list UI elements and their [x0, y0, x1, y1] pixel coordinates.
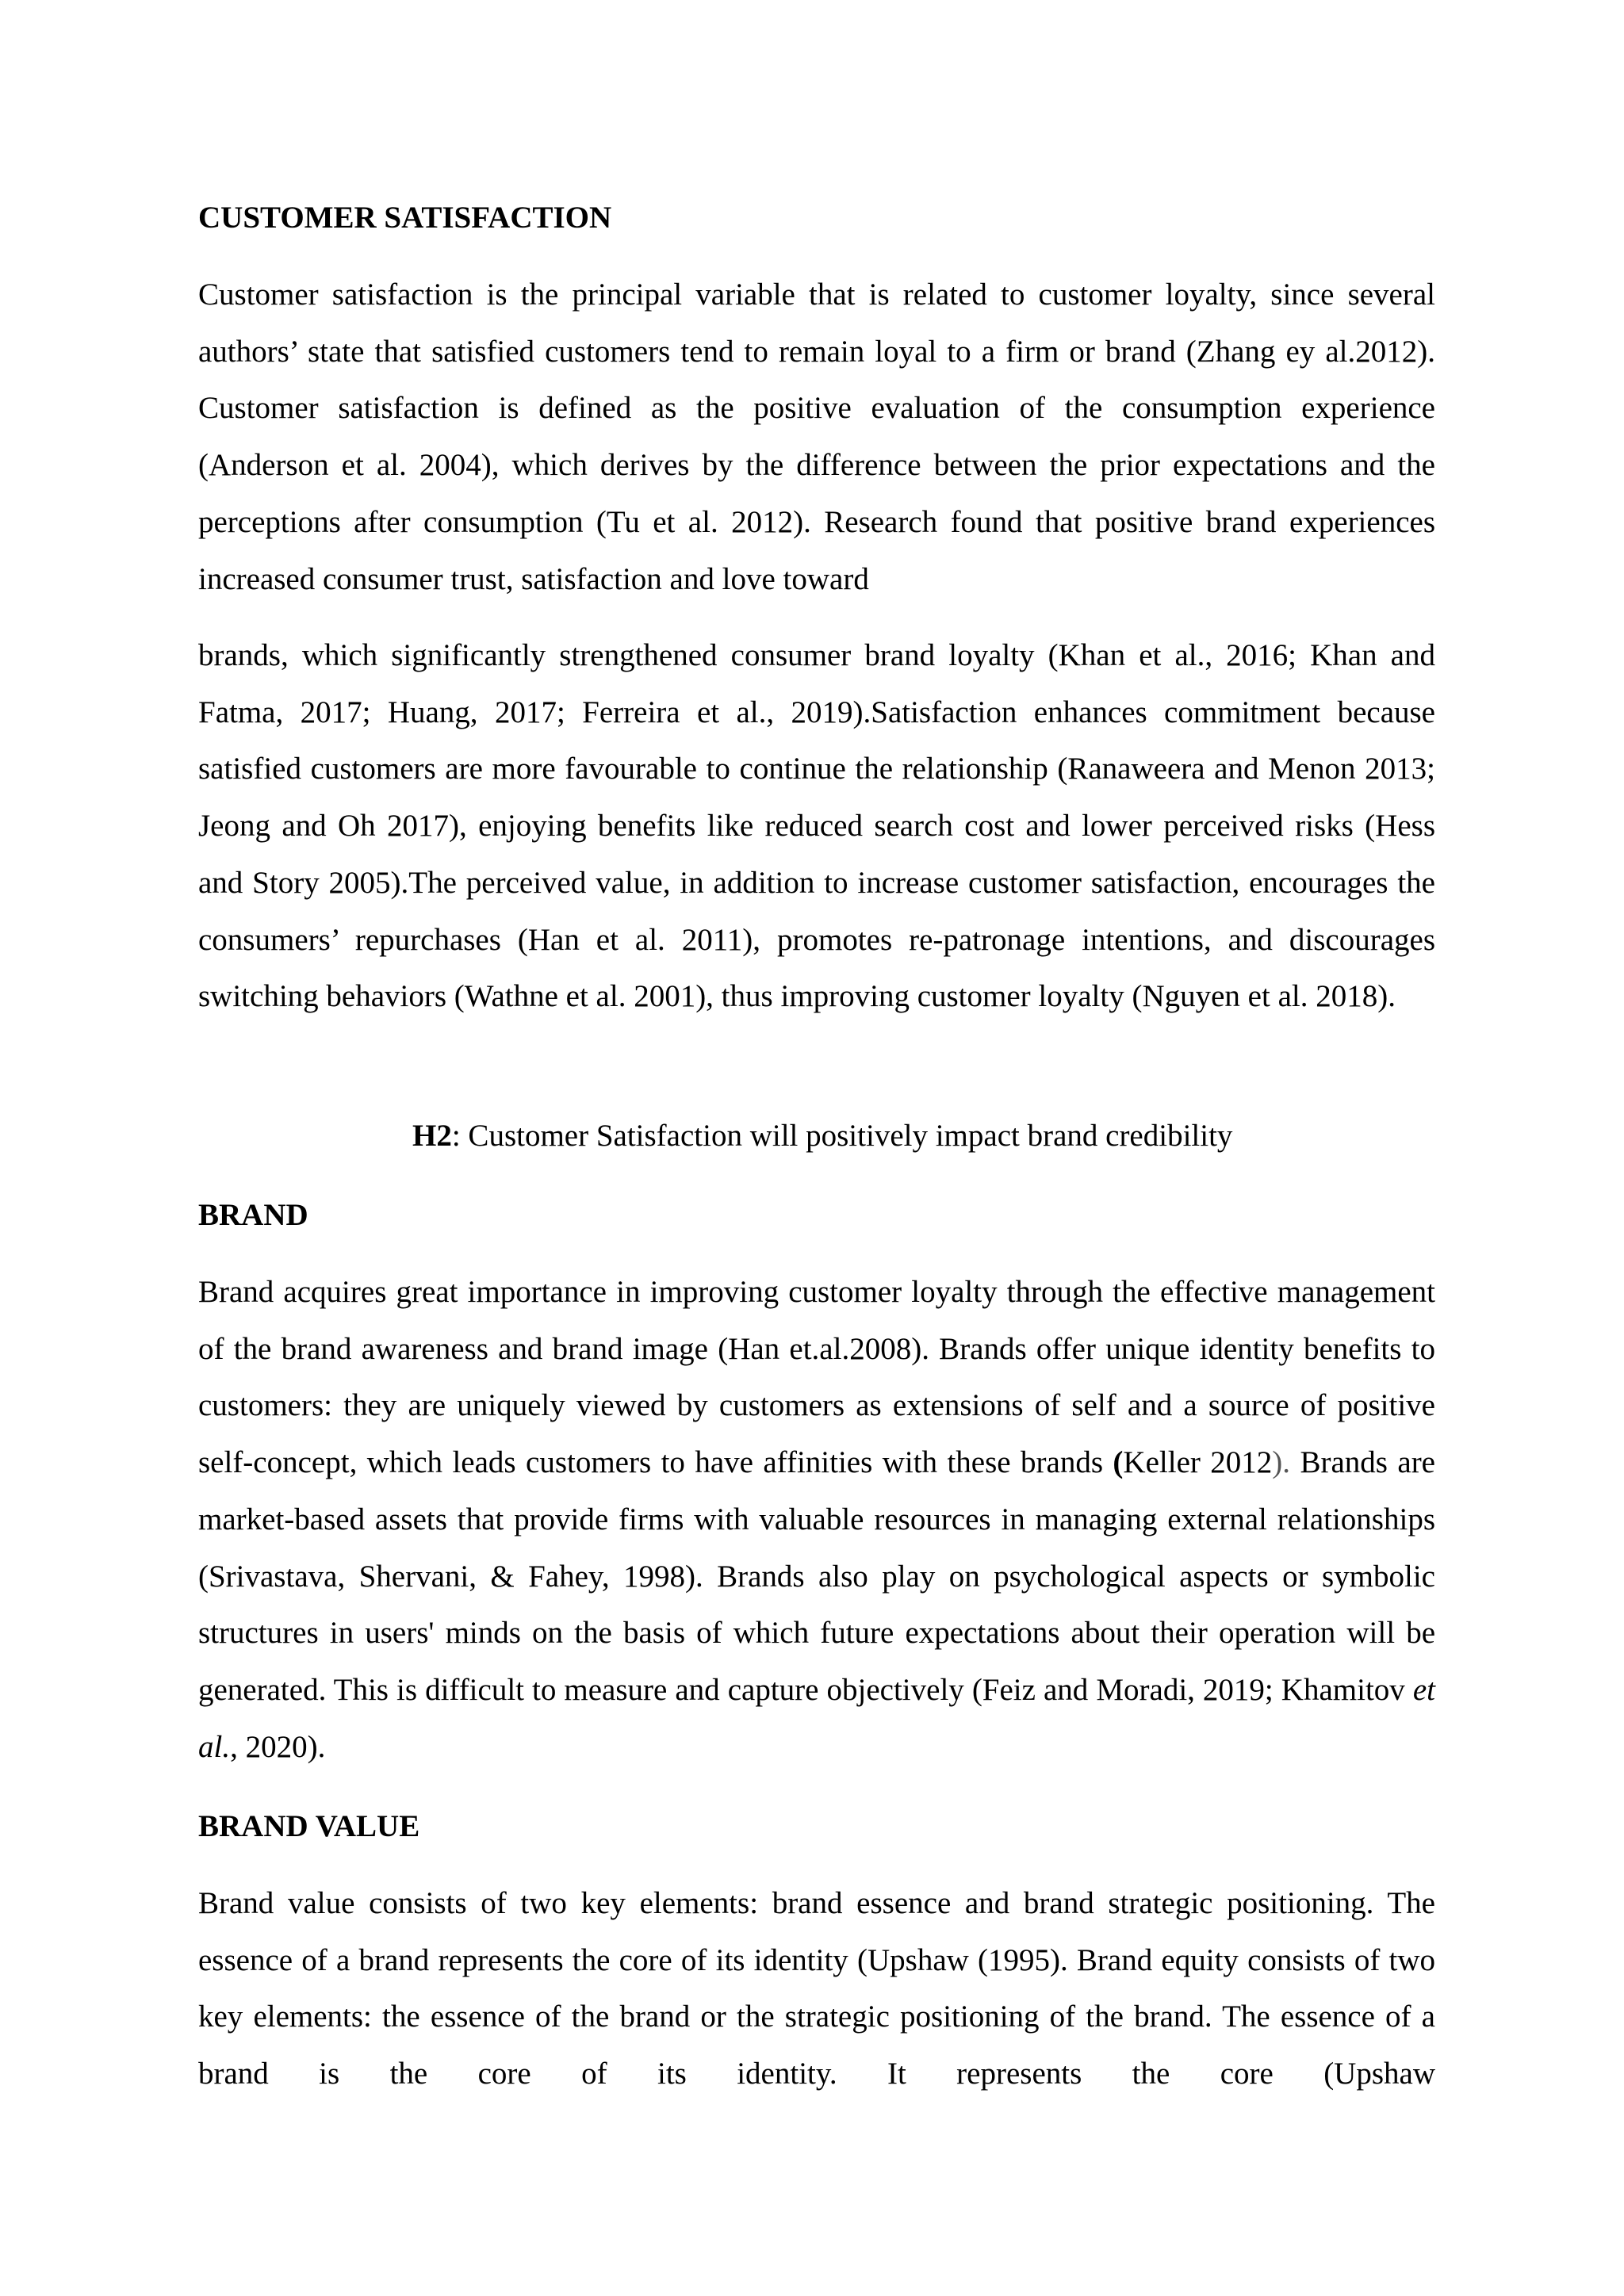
paragraph-customer-satisfaction-2: brands, which significantly strengthened consumer brand loyalty (Khan et al., 2016; Khan and Fatma, 2017; Huang, 2017; Ferreira et al., 2019).Satisfaction enhances commitment because satisfied customers are more favourable to continue the relationship (Ranaweera and Menon 2013; Jeong and Oh 2017), enjoying benefits like reduced search cost and lower perceived risks (Hess and Story 2005).The perceived value, in addition to increase customer satisfaction, encourages the consumers’ repurchases (Han et al. 2011), promotes re-patronage intentions, and discourages switching behaviors (Wathne et al. 2001), thus improving customer loyalty (Nguyen et al. 2018). [198, 638, 1435, 1014]
brand-paren-close: ). [1272, 1445, 1291, 1480]
paragraph-brand [198, 1264, 1435, 1775]
brand-text-a: Brand acquires great importance in improving customer loyalty through the effective management of the brand awareness and brand image (Han et.al.2008). Brands offer unique identity benefits to customers: they are uniquely viewed by customers as extensions of self and a source of positive self-concept, which leads customers to have affinities with these brands [198, 1275, 1435, 1480]
heading-brand: BRAND [198, 1198, 308, 1232]
heading-brand-value: BRAND VALUE [198, 1809, 420, 1843]
hypothesis-label: H2 [412, 1119, 452, 1153]
paragraph-brand-value: Brand value consists of two key elements: brand essence and brand strategic positioning. The essence of a brand represents the core of its identity (Upshaw (1995). Brand equity consists of two key elements: the essence of the brand or the strategic positioning of the brand. The essence of a brand is the core of its identity. It represents the core (Upshaw [198, 1886, 1435, 2091]
brand-et-al: et al. [198, 1672, 1435, 1764]
heading-customer-satisfaction: CUSTOMER SATISFACTION [198, 201, 612, 235]
paragraph-customer-satisfaction-1: Customer satisfaction is the principal variable that is related to customer loyalty, since several authors’ state that satisfied customers tend to remain loyal to a firm or brand (Zhang ey al.2012). Customer satisfaction is defined as the positive evaluation of the consumption experience (Anderson et al. 2004), which derives by the difference between the prior expectations and the perceptions after consumption (Tu et al. 2012). Research found that positive brand experiences increased consumer trust, satisfaction and love toward [198, 277, 1435, 596]
hypothesis-h2 [412, 1116, 1232, 1156]
hypothesis-text: : Customer Satisfaction will positively impact brand credibility [451, 1119, 1233, 1153]
brand-text-d: , 2020). [230, 1729, 326, 1764]
brand-text-c: Brands are market-based assets that provide firms with valuable resources in managing external relationships (Srivastava, Shervani, & Fahey, 1998). Brands also play on psychological aspects or symbolic structures in users' minds on the basis of which future expectations about their operation will be generated. This is difficult to measure and capture objectively (Feiz and Moradi, 2019; Khamitov [198, 1445, 1435, 1707]
brand-paren-open: ( [1113, 1445, 1124, 1480]
brand-citation-keller: Keller 2012 [1123, 1445, 1273, 1480]
